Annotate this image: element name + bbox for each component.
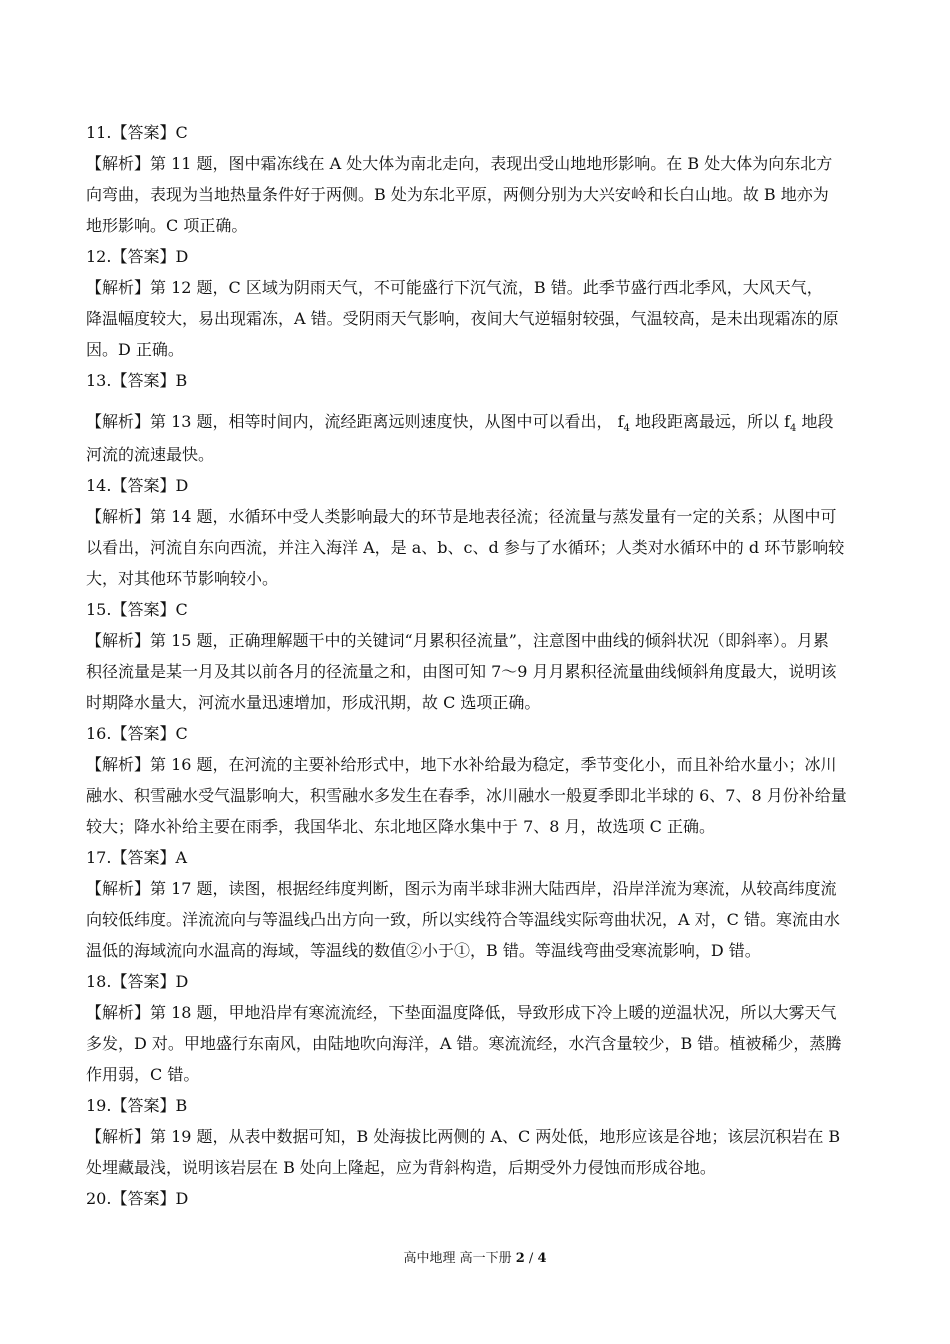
answer-label: 16.【答案】C bbox=[86, 724, 188, 743]
explanation-line: 处埋藏最浅，说明该岩层在 B 处向上隆起，应为背斜构造，后期受外力侵蚀而形成谷地。 bbox=[86, 1158, 716, 1177]
explanation-line: 时期降水量大，河流水量迅速增加，形成汛期，故 C 选项正确。 bbox=[86, 693, 541, 712]
explanation-line: 大，对其他环节影响较小。 bbox=[86, 569, 279, 588]
explanation-line: 较大；降水补给主要在雨季，我国华北、东北地区降水集中于 7、8 月，故选项 C 正确。 bbox=[86, 817, 715, 836]
explanation-line: 地形影响。C 项正确。 bbox=[86, 216, 248, 235]
explanation-line: 【解析】第 19 题，从表中数据可知，B 处海拔比两侧的 A、C 两处低，地形应该是谷地；该层沉积岩在 B bbox=[86, 1127, 841, 1146]
answer-label: 18.【答案】D bbox=[86, 972, 189, 991]
explanation-line: 【解析】第 11 题，图中霜冻线在 A 处大体为南北走向，表现出受山地地形影响。在 B 处大体为向东北方 bbox=[86, 154, 833, 173]
explanation-line: 【解析】第 16 题，在河流的主要补给形式中，地下水补给最为稳定，季节变化小，而且补给水量小；冰川 bbox=[86, 755, 837, 774]
answer-item-18 bbox=[86, 966, 866, 1090]
answer-document bbox=[86, 117, 866, 1214]
answer-item-11 bbox=[86, 117, 866, 241]
explanation-line: 融水、积雪融水受气温影响大，积雪融水多发生在春季，冰川融水一般夏季即北半球的 6、7、8 月份补给量 bbox=[86, 786, 847, 805]
subscript: 4 bbox=[623, 423, 630, 435]
explanation-line: 河流的流速最快。 bbox=[86, 445, 215, 464]
footer-page-number: 2 bbox=[515, 1251, 525, 1266]
explanation-line: 向较低纬度。洋流流向与等温线凸出方向一致，所以实线符合等温线实际弯曲状况，A 对，C 错。寒流由水 bbox=[86, 910, 840, 929]
explanation-line: 降温幅度较大，易出现霜冻，A 错。受阴雨天气影响，夜间大气逆辐射较强，气温较高，是未出现霜冻的原 bbox=[86, 309, 839, 328]
explanation-line: 以看出，河流自东向西流，并注入海洋 A，是 a、b、c、d 参与了水循环；人类对水循环中的 d 环节影响较 bbox=[86, 538, 845, 557]
explanation-line: 【解析】第 12 题，C 区域为阴雨天气，不可能盛行下沉气流，B 错。此季节盛行西北季风，大风天气， bbox=[86, 278, 823, 297]
answer-item-16 bbox=[86, 718, 866, 842]
explanation-line: 因。D 正确。 bbox=[86, 340, 184, 359]
explanation-line: 【解析】第 18 题，甲地沿岸有寒流流经，下垫面温度降低，导致形成下冷上暖的逆温状况，所以大雾天气 bbox=[86, 1003, 837, 1022]
explanation-line: 多发，D 对。甲地盛行东南风，由陆地吹向海洋，A 错。寒流流经，水汽含量较少，B 错。植被稀少，蒸腾 bbox=[86, 1034, 842, 1053]
footer-course: 高中地理 高一下册 bbox=[403, 1251, 516, 1266]
answer-label: 20.【答案】D bbox=[86, 1189, 189, 1208]
explanation-line: 积径流量是某一月及其以前各月的径流量之和，由图可知 7～9 月月累积径流量曲线倾斜角度最大，说明该 bbox=[86, 662, 837, 681]
footer-separator: / bbox=[524, 1251, 538, 1266]
answer-item-19 bbox=[86, 1090, 866, 1183]
page-footer bbox=[0, 1247, 950, 1266]
answer-item-17 bbox=[86, 842, 866, 966]
explanation-line: 作用弱，C 错。 bbox=[86, 1065, 200, 1084]
explanation-text: 地段 bbox=[796, 412, 834, 431]
answer-item-12 bbox=[86, 241, 866, 365]
explanation-text: 地段距离最远，所以 f bbox=[629, 412, 791, 431]
explanation-line: 【解析】第 17 题，读图，根据经纬度判断，图示为南半球非洲大陆西岸，沿岸洋流为寒流，从较高纬度流 bbox=[86, 879, 837, 898]
explanation-text: 【解析】第 13 题，相等时间内，流经距离远则速度快，从图中可以看出， f bbox=[86, 412, 624, 431]
explanation-line: 【解析】第 15 题，正确理解题干中的关键词“月累积径流量”，注意图中曲线的倾斜状况（即斜率）。月累 bbox=[86, 631, 829, 650]
explanation-line: 向弯曲，表现为当地热量条件好于两侧。B 处为东北平原，两侧分别为大兴安岭和长白山地。故 B 地亦为 bbox=[86, 185, 829, 204]
answer-label: 15.【答案】C bbox=[86, 600, 188, 619]
answer-label: 13.【答案】B bbox=[86, 371, 188, 390]
answer-item-13 bbox=[86, 365, 866, 470]
explanation-line-with-subscript bbox=[86, 402, 866, 433]
answer-item-20 bbox=[86, 1183, 866, 1214]
answer-item-15 bbox=[86, 594, 866, 718]
explanation-line: 温低的海域流向水温高的海域，等温线的数值②小于①，B 错。等温线弯曲受寒流影响，D 错。 bbox=[86, 941, 761, 960]
explanation-line: 【解析】第 14 题，水循环中受人类影响最大的环节是地表径流；径流量与蒸发量有一定的关系；从图中可 bbox=[86, 507, 837, 526]
subscript: 4 bbox=[790, 423, 797, 435]
answer-label: 14.【答案】D bbox=[86, 476, 189, 495]
footer-page-total: 4 bbox=[537, 1251, 547, 1266]
answer-label: 11.【答案】C bbox=[86, 123, 188, 142]
answer-label: 12.【答案】D bbox=[86, 247, 189, 266]
answer-item-14 bbox=[86, 470, 866, 594]
answer-label: 17.【答案】A bbox=[86, 848, 188, 867]
answer-label: 19.【答案】B bbox=[86, 1096, 188, 1115]
